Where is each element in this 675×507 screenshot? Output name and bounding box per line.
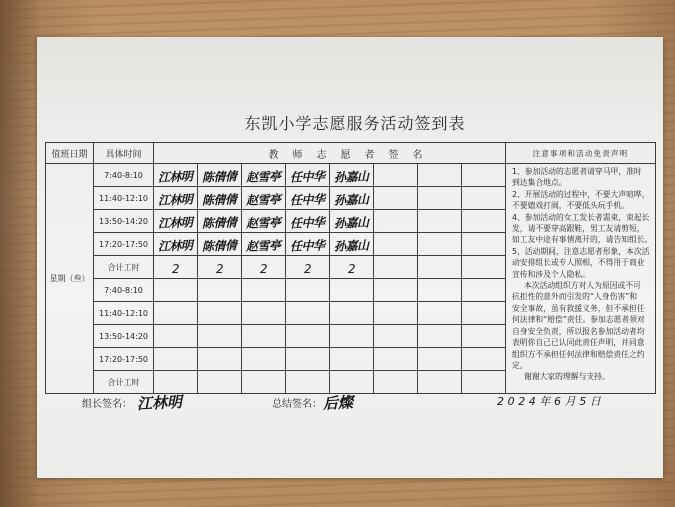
- signature-cell: [418, 256, 462, 279]
- signature-cell: [154, 371, 198, 394]
- summary-signature: 后燦: [322, 393, 354, 413]
- notice-rule-line: 宣传和涉及个人隐私。: [512, 269, 590, 279]
- signature-cell: [242, 325, 286, 348]
- volunteer-signature: 江林明: [158, 168, 194, 185]
- signature-cell: [418, 348, 462, 371]
- signature-cell: [198, 279, 242, 302]
- signature-cell: [286, 256, 330, 279]
- volunteer-signature: 孙嘉山: [334, 237, 370, 254]
- volunteer-signature: 赵雪亭: [246, 214, 282, 231]
- signature-cell: [418, 233, 462, 256]
- notice-rule-line: 发，请不要穿高跟鞋，男工友请剪短，: [512, 224, 645, 234]
- signature-cell: [462, 302, 506, 325]
- sign-in-table: [45, 142, 656, 394]
- time-slot-cell: 合计工时: [94, 256, 154, 279]
- volunteer-signature: 孙嘉山: [334, 214, 370, 231]
- signature-cell: [198, 325, 242, 348]
- signature-cell: [242, 302, 286, 325]
- signature-cell: [330, 233, 374, 256]
- duty-day-label: 星期（叁）: [49, 274, 90, 283]
- signature-cell: [374, 279, 418, 302]
- header-volunteer-signatures: 教师志愿者签名: [154, 143, 506, 164]
- signature-cell: [418, 164, 462, 187]
- signature-cell: [198, 187, 242, 210]
- volunteer-signature: 陈倩倩: [202, 237, 238, 254]
- volunteer-signature: 陈倩倩: [202, 191, 238, 208]
- signature-cell: [462, 325, 506, 348]
- signature-cell: [242, 256, 286, 279]
- time-slot-cell: 11:40-12:10: [94, 187, 154, 210]
- signature-cell: [286, 164, 330, 187]
- volunteer-signature: 任中华: [290, 214, 326, 231]
- signature-cell: [286, 187, 330, 210]
- sign-date: 2024年6月5日: [497, 395, 605, 408]
- signature-cell: [330, 210, 374, 233]
- thanks-line: 谢谢大家的理解与支持。: [524, 372, 610, 382]
- signature-cell: [242, 164, 286, 187]
- work-hours-entry: 2: [215, 261, 224, 276]
- header-notice: 注意事项和活动免责声明: [506, 143, 656, 164]
- signature-cell: [198, 256, 242, 279]
- signature-cell: [198, 164, 242, 187]
- signature-cell: [462, 256, 506, 279]
- signature-cell: [286, 279, 330, 302]
- disclaimer-line: 表明你自己已认同此责任声明，并同意: [512, 338, 645, 348]
- notice-rule-line: 1、参加活动的志愿者请穿马甲，准时: [512, 167, 642, 176]
- signature-cell: [374, 164, 418, 187]
- time-slot-cell: 合计工时: [94, 371, 154, 394]
- notice-rule-line: 不要嬉戏打闹，不要低头玩手机。: [512, 201, 629, 211]
- notice-rule-line: 4、参加活动的女工发长者需束，束起长: [512, 212, 650, 222]
- signature-cell: [286, 302, 330, 325]
- signature-cell: [286, 348, 330, 371]
- signature-cell: [154, 256, 198, 279]
- time-slot-cell: 13:50-14:20: [94, 325, 154, 348]
- time-slot-cell: 7:40-8:10: [94, 164, 154, 187]
- volunteer-signature: 陈倩倩: [202, 168, 238, 185]
- notice-rule-line: 如工友中途有事情离开的，请告知组长。: [512, 235, 653, 245]
- disclaimer-line: 本次活动组织方对人为原因或不可: [524, 281, 641, 291]
- time-slot-cell: 17:20-17:50: [94, 233, 154, 256]
- signature-cell: [418, 210, 462, 233]
- disclaimer-line: 定。: [512, 360, 528, 370]
- table-row: [46, 164, 656, 187]
- signature-cell: [330, 302, 374, 325]
- table-header-row: [46, 143, 656, 164]
- signature-cell: [374, 325, 418, 348]
- work-hours-entry: 2: [347, 261, 356, 276]
- leader-signature: 江林明: [136, 392, 183, 414]
- signature-cell: [198, 348, 242, 371]
- signature-cell: [286, 233, 330, 256]
- signature-cell: [242, 279, 286, 302]
- time-slot-cell: 13:50-14:20: [94, 210, 154, 233]
- signature-cell: [154, 233, 198, 256]
- notice-rule-line: 2、开展活动的过程中，不要大声喧哗，: [512, 189, 650, 199]
- volunteer-signature: 孙嘉山: [334, 168, 370, 185]
- notice-rule-line: 5、活动期间，注意志愿者形象，本次活: [512, 246, 650, 256]
- signature-cell: [330, 256, 374, 279]
- signature-cell: [330, 325, 374, 348]
- header-time-slot: 具体时间: [94, 143, 154, 164]
- summary-signature-label: 总结签名：: [272, 399, 322, 410]
- volunteer-signature: 孙嘉山: [334, 191, 370, 208]
- notice-cell: [506, 164, 656, 394]
- signature-cell: [374, 210, 418, 233]
- signature-cell: [462, 164, 506, 187]
- signature-cell: [418, 279, 462, 302]
- signature-cell: [462, 233, 506, 256]
- signature-cell: [418, 187, 462, 210]
- volunteer-signature: 赵雪亭: [246, 168, 282, 185]
- work-hours-entry: 2: [259, 261, 268, 276]
- signature-cell: [242, 187, 286, 210]
- signature-cell: [154, 187, 198, 210]
- signature-cell: [418, 302, 462, 325]
- volunteer-signature: 任中华: [290, 237, 326, 254]
- work-hours-entry: 2: [303, 261, 312, 276]
- signature-cell: [462, 279, 506, 302]
- signature-cell: [462, 371, 506, 394]
- signature-cell: [330, 164, 374, 187]
- signature-cell: [374, 233, 418, 256]
- signature-cell: [462, 210, 506, 233]
- notice-text: [506, 164, 655, 390]
- time-slot-cell: 7:40-8:10: [94, 279, 154, 302]
- signature-cell: [286, 371, 330, 394]
- signature-cell: [330, 279, 374, 302]
- volunteer-signature: 任中华: [290, 168, 326, 185]
- volunteer-signature: 江林明: [158, 191, 194, 208]
- signature-cell: [286, 210, 330, 233]
- disclaimer-line: 抗拒性的意外而引发的“人身伤害”和: [512, 292, 638, 302]
- signature-cell: [154, 164, 198, 187]
- leader-signature-label: 组长签名：: [82, 399, 132, 410]
- signature-cell: [198, 210, 242, 233]
- sign-in-sheet-paper: [37, 37, 663, 478]
- signature-cell: [242, 233, 286, 256]
- signature-cell: [242, 210, 286, 233]
- duty-day-cell: [46, 164, 94, 394]
- signature-cell: [418, 371, 462, 394]
- disclaimer-line: 自身安全负责，所以报名参加活动者均: [512, 326, 645, 336]
- table-head: [46, 143, 656, 164]
- signature-cell: [242, 371, 286, 394]
- time-slot-cell: 11:40-12:10: [94, 302, 154, 325]
- disclaimer-line: 安全事故，虽有救援义务，但不承担任: [512, 303, 645, 313]
- signature-cell: [418, 325, 462, 348]
- signature-cell: [198, 233, 242, 256]
- volunteer-signature: 江林明: [158, 237, 194, 254]
- signature-cell: [154, 348, 198, 371]
- signature-cell: [286, 325, 330, 348]
- signature-cell: [462, 187, 506, 210]
- volunteer-signature: 陈倩倩: [202, 214, 238, 231]
- signature-cell: [374, 187, 418, 210]
- signature-cell: [198, 371, 242, 394]
- sheet-title: 东凯小学志愿服务活动签到表: [244, 114, 466, 133]
- table-body: [46, 164, 656, 394]
- volunteer-signature: 赵雪亭: [246, 191, 282, 208]
- signature-cell: [462, 348, 506, 371]
- signature-cell: [330, 371, 374, 394]
- signature-cell: [242, 348, 286, 371]
- signature-cell: [374, 348, 418, 371]
- disclaimer-line: 何法律和“赔偿”责任。参加志愿者须对: [512, 315, 645, 325]
- signature-cell: [154, 210, 198, 233]
- header-duty-date: 值班日期: [46, 143, 94, 164]
- signature-cell: [154, 325, 198, 348]
- volunteer-signature: 江林明: [158, 214, 194, 231]
- signature-cell: [330, 348, 374, 371]
- time-slot-cell: 17:20-17:50: [94, 348, 154, 371]
- signature-cell: [374, 371, 418, 394]
- notice-rule-line: 到达集合地点。: [512, 178, 567, 188]
- signature-cell: [198, 302, 242, 325]
- disclaimer-line: 组织方不承担任何法律和赔偿责任之约: [512, 349, 645, 359]
- signature-cell: [154, 279, 198, 302]
- signature-cell: [374, 302, 418, 325]
- volunteer-signature: 赵雪亭: [246, 237, 282, 254]
- signature-cell: [154, 302, 198, 325]
- notice-rule-line: 动安排组长或专人照相，不得用于商业: [512, 258, 645, 268]
- volunteer-signature: 任中华: [290, 191, 326, 208]
- work-hours-entry: 2: [171, 261, 180, 276]
- signature-cell: [374, 256, 418, 279]
- signature-cell: [330, 187, 374, 210]
